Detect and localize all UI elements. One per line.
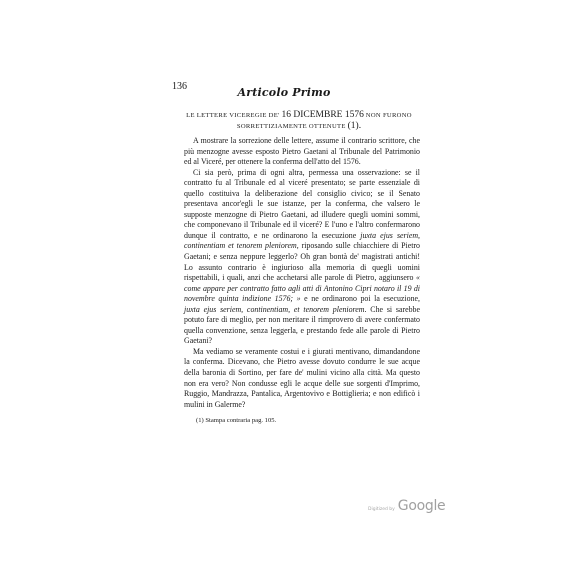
paragraph-2-text-c: , riposando sulle chiacchiere di Pietro Gaetani; e senza neppure leggerlo? Oh gran bontà de' magistrati antichi! Lo assunto contrario è ingiurioso alla memoria di quegli uomini rispettabili, i quali, anzi che acchetarsi alle parole di Pietro, aggiunsero — [184, 241, 420, 283]
article-subheading — [180, 110, 418, 132]
digitized-watermark — [368, 498, 445, 514]
watermark-prefix: Digitized by — [368, 507, 395, 512]
footnote-reference: (1). — [347, 121, 362, 131]
latin-quote-1: juxta ejus seriem, continentiam et tenorem pleniorem — [184, 230, 420, 251]
paragraph-2-text-e: e ne ordinarono poi la esecuzione, — [300, 294, 420, 304]
footnote: (1) Stampa contraria pag. 105. — [196, 417, 277, 424]
contract-quote: « come appare per contratto fatto agli atti di Antonino Cipri notaro il 19 di novembre quinta indizione 1576; » — [184, 273, 420, 304]
subheading-line2: SORRETTIZIAMENTE OTTENUTE — [236, 123, 348, 130]
paragraph-3: Ma vediamo se veramente costui e i giurati mentivano, dimandandone la conferma. Dicevano, che Pietro avesse dovuto condurre le sue acque della baronia di Sortino, per fare de' mulini vicino alla città. Ma questo non era vero? Non condusse egli le acque delle sue sorgenti d'Imprimo, Ruggio, Mandrazza, Pantalica, Argentovivo e Bottiglieria; e non edificò i mulini in Galerme? — [184, 346, 420, 409]
paragraph-2-text-a: Ci sia però, prima di ogni altra, permessa una osservazione: se il contratto fu al Tribunale ed al viceré presentato; se parte essenziale di quello costituiva la deliberazione del consiglio civico; se il Senato presentava ancor'egli le sue istanze, per la conferma, che valsero le supposte menzogne di Pietro Gaetani, ad illudere quegli uomini sommi, che componevano il Tribunale ed il viceré? E l'uno e l'altro confermarono dunque il contratto, e ne ordinarono la esecuzione — [184, 167, 420, 240]
subheading-date: 16 DICEMBRE 1576 — [281, 110, 364, 120]
subheading-part1: LE LETTERE VICEREGIE DE' — [186, 112, 282, 119]
paragraph-2 — [184, 168, 420, 347]
article-heading: Articolo Primo — [237, 86, 331, 99]
latin-quote-2: juxta ejus seriem, continentiam, et tenorem pleniorem — [184, 304, 365, 314]
paragraph-1: A mostrare la sorrezione delle lettere, assume il contrario scrittore, che più menzogne avesse esposto Pietro Gaetani al Tribunale del Patrimonio ed al Viceré, per ottenere la conferma dell'atto del 1576. — [184, 136, 420, 167]
paragraph-2-text-g: . Che si sarebbe potuto fare di meglio, per non meritare il rimprovero di avere confermato quella convenzione, senza leggerla, e prestando fede alle parole di Pietro Gaetani? — [184, 304, 420, 346]
page-number: 136 — [172, 81, 187, 92]
subheading-part2: NON FURONO — [363, 112, 412, 119]
google-logo-text: Google — [397, 498, 446, 514]
body-text — [184, 136, 420, 410]
